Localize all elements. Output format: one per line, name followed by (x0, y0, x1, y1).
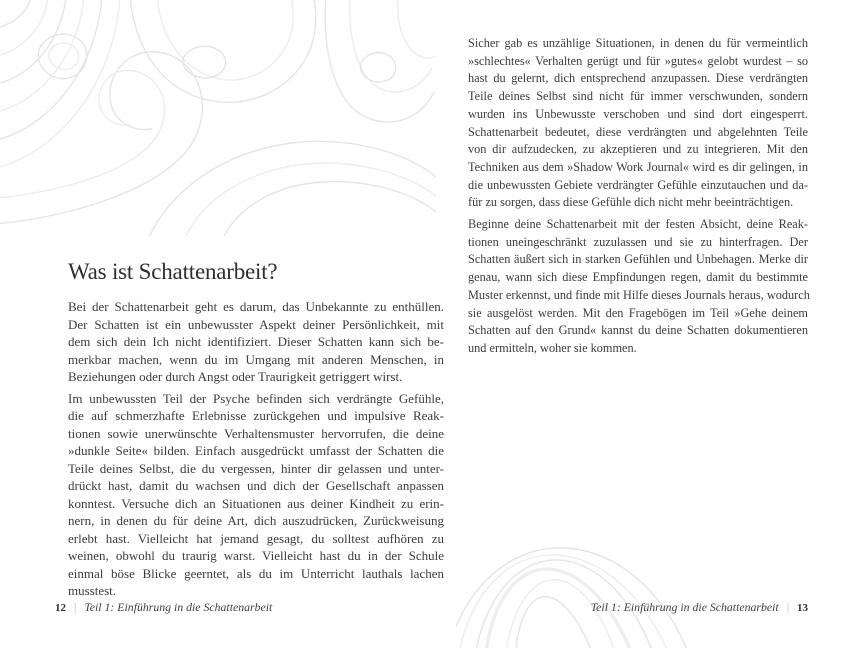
text-line: »schlechtes« Verhalten gerügt und für »gutes« gelobt wurdest – so (468, 53, 808, 68)
page-number: 12 (55, 602, 66, 614)
body-paragraph (468, 35, 808, 212)
right-page-footer (468, 600, 808, 615)
text-line: erlebt hast. Vielleicht hat jemand gesagt, du solltest aufhören zu (68, 530, 444, 546)
page-number: 13 (797, 602, 808, 614)
contour-decoration-top-left (0, 0, 436, 236)
text-line: sie ausgelöst werden. Mit den Fragebögen im Teil »Gehe deinem (468, 305, 808, 320)
text-line: für zu sorgen, dass diese Gefühle dich nicht mehr beeinträchtigen. (468, 195, 794, 210)
text-line: Schatten auf den Grund« kannst du deine Schatten dokumentieren (468, 323, 808, 338)
text-line: konntest. Versuche dich an Situationen aus deiner Kindheit zu erin- (68, 495, 444, 511)
text-line: Beziehungen oder durch Angst oder Traurigkeit getriggert wirst. (68, 369, 403, 384)
text-line: drückt hast, damit du wachsen und dich der Gesellschaft anpassen (68, 478, 444, 493)
text-line: tionen uneingeschränkt zuzulassen und sie zu hinterfragen. Der (468, 234, 808, 249)
contour-decoration-bottom (456, 544, 708, 648)
body-paragraph (68, 390, 444, 600)
text-line: die unbewussten Gebiete verdrängter Gefühle einzutauchen und da- (468, 177, 808, 192)
left-page-body (68, 298, 444, 600)
left-page-footer (55, 600, 272, 615)
text-line: Schattenarbeit bedeutet, diese verdrängten und abgelehnten Teile (468, 124, 808, 139)
text-line: merkbar machen, wenn du im Umgang mit anderen Menschen, in (68, 351, 444, 367)
body-paragraph (468, 216, 808, 358)
text-line: tionen sowie unerwünschte Verhaltensmuster hervorrufen, die deine (68, 425, 444, 441)
footer-divider: | (786, 602, 789, 614)
right-page-body (468, 35, 808, 358)
chapter-heading: Was ist Schattenarbeit? (68, 259, 278, 284)
text-line: Beginne deine Schattenarbeit mit der festen Absicht, deine Reak- (468, 217, 808, 232)
footer-divider: | (74, 602, 77, 614)
text-line: weinen, obwohl du traurig warst. Vielleicht hast du in der Schule (68, 548, 444, 563)
chapter-title: Teil 1: Einführung in die Schattenarbeit (84, 600, 273, 614)
text-line: genau, wann sich diese Empfindungen regen, damit du bestimmte (468, 270, 808, 285)
text-line: hast du gelernt, dich entsprechend anzupassen. Diese verdrängten (468, 71, 808, 86)
text-line: Techniken aus dem »Shadow Work Journal« wird es dir gelingen, in (468, 159, 808, 174)
text-line: und ermitteln, woher sie kommen. (468, 340, 637, 355)
body-paragraph (68, 298, 444, 386)
text-line: Sicher gab es unzählige Situationen, in denen du für vermeintlich (468, 36, 808, 50)
text-line: Teile deines Selbst, die du vergessen, hinter dir gelassen und unter- (68, 460, 444, 476)
text-line: einmal böse Blicke geerntet, als du im Unterricht lauthals lachen (68, 565, 444, 581)
text-line: Schatten äußert sich in starken Gefühlen und Unbehagen. Merke dir (468, 252, 808, 267)
chapter-title: Teil 1: Einführung in die Schattenarbeit (590, 600, 779, 614)
text-line: Muster erkennst, und finde mit Hilfe dieses Journals heraus, wodurch (468, 287, 810, 302)
text-line: dem sich dein Ich nicht identifiziert. Dieser Schatten kann sich be- (68, 334, 444, 349)
text-line: wurden ins Unbewusste verschoben und sind dort eingesperrt. (468, 106, 808, 121)
text-line: Der Schatten ist ein unbewusster Aspekt deiner Persönlichkeit, mit (68, 316, 444, 332)
text-line: »dunkle Seite« bilden. Einfach ausgedrückt umfasst der Schatten die (68, 443, 444, 458)
text-line: Bei der Schattenarbeit geht es darum, das Unbekannte zu enthüllen. (68, 299, 444, 314)
text-line: Teile deines Selbst sind nicht für immer verschwunden, sondern (468, 89, 808, 104)
text-line: die auf schmerzhafte Erlebnisse zurückgehen und impulsive Reak- (68, 408, 444, 423)
text-line: nern, in denen du für deine Art, dich auszudrücken, Zurückweisung (68, 513, 444, 528)
text-line: musstest. (68, 583, 117, 598)
text-line: von dir aufzudecken, zu akzeptieren und zu integrieren. Mit den (468, 142, 808, 157)
text-line: Im unbewussten Teil der Psyche befinden sich verdrängte Gefühle, (68, 390, 444, 406)
